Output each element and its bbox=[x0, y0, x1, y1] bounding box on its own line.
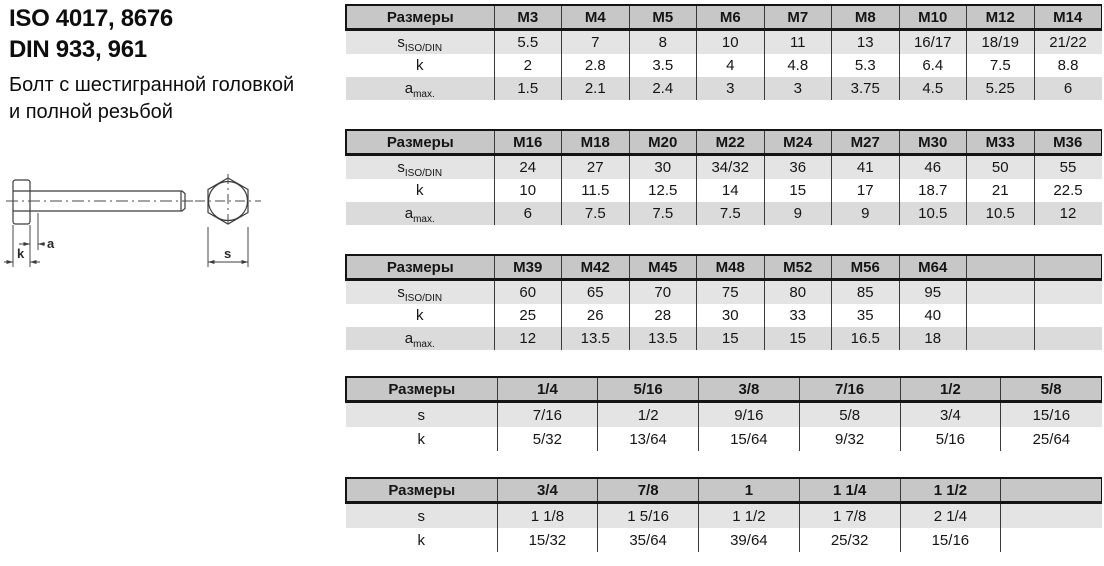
header-size-cell: M3 bbox=[494, 5, 562, 30]
row-label-cell: k bbox=[346, 427, 497, 451]
value-cell: 50 bbox=[967, 155, 1035, 180]
value-cell: 5/8 bbox=[799, 402, 900, 428]
value-cell: 3 bbox=[697, 77, 765, 100]
header-size-cell: M22 bbox=[697, 130, 765, 155]
value-cell: 7.5 bbox=[629, 202, 697, 225]
bolt-side-view bbox=[13, 180, 185, 224]
value-cell: 6 bbox=[494, 202, 562, 225]
value-cell bbox=[1001, 528, 1102, 552]
header-size-cell bbox=[1001, 478, 1102, 503]
value-cell: 4 bbox=[697, 54, 765, 77]
row-label-cell: $a_{max.}$ bbox=[346, 202, 494, 225]
value-cell: 12 bbox=[494, 327, 562, 350]
header-size-cell: 1/4 bbox=[497, 377, 598, 402]
value-cell: 3/4 bbox=[900, 402, 1001, 428]
header-size-cell: 5/16 bbox=[598, 377, 699, 402]
header-size-cell: M42 bbox=[562, 255, 630, 280]
dim-a bbox=[19, 236, 55, 251]
row-label-cell: k bbox=[346, 304, 494, 327]
value-cell: 22.5 bbox=[1034, 179, 1102, 202]
value-cell: 18.7 bbox=[899, 179, 967, 202]
value-cell: 6 bbox=[1034, 77, 1102, 100]
value-cell: 25/32 bbox=[799, 528, 900, 552]
row-label-cell: s bbox=[346, 503, 497, 529]
table-inch-small bbox=[345, 376, 1102, 451]
value-cell: 35/64 bbox=[598, 528, 699, 552]
header-size-cell: M16 bbox=[494, 130, 562, 155]
header-size-cell: 7/8 bbox=[598, 478, 699, 503]
header-size-cell: M52 bbox=[764, 255, 832, 280]
value-cell: 46 bbox=[899, 155, 967, 180]
value-cell: 8.8 bbox=[1034, 54, 1102, 77]
table-header-row bbox=[346, 130, 1102, 155]
value-cell: 11.5 bbox=[562, 179, 630, 202]
value-cell: 95 bbox=[899, 280, 967, 305]
value-cell: 15 bbox=[764, 327, 832, 350]
spec-table bbox=[345, 129, 1102, 225]
header-label-cell: Размеры bbox=[346, 377, 497, 402]
value-cell: 25/64 bbox=[1001, 427, 1102, 451]
value-cell: 7 bbox=[562, 30, 630, 55]
value-cell: 13 bbox=[832, 30, 900, 55]
value-cell bbox=[1034, 327, 1102, 350]
row-label-cell: $a_{max.}$ bbox=[346, 77, 494, 100]
table-row bbox=[346, 179, 1102, 202]
value-cell: 5/16 bbox=[900, 427, 1001, 451]
table-header-row bbox=[346, 5, 1102, 30]
dim-s bbox=[208, 246, 248, 264]
row-label-cell: k bbox=[346, 54, 494, 77]
value-cell: 2 bbox=[494, 54, 562, 77]
value-cell: 80 bbox=[764, 280, 832, 305]
value-cell: 36 bbox=[764, 155, 832, 180]
header-label-cell: Размеры bbox=[346, 130, 494, 155]
standard-iso-title: ISO 4017, 8676 bbox=[9, 5, 173, 32]
value-cell: 12.5 bbox=[629, 179, 697, 202]
row-label-cell: $s_{ISO/DIN}$ bbox=[346, 30, 494, 55]
header-size-cell: M24 bbox=[764, 130, 832, 155]
value-cell: 15 bbox=[764, 179, 832, 202]
dim-k bbox=[4, 246, 40, 264]
header-size-cell: 3/4 bbox=[497, 478, 598, 503]
value-cell: 1 1/2 bbox=[699, 503, 800, 529]
value-cell: 28 bbox=[629, 304, 697, 327]
value-cell: 9/16 bbox=[699, 402, 800, 428]
table-row bbox=[346, 427, 1102, 451]
header-size-cell: M4 bbox=[562, 5, 630, 30]
spec-table bbox=[345, 4, 1102, 100]
value-cell: 60 bbox=[494, 280, 562, 305]
value-cell: 40 bbox=[899, 304, 967, 327]
value-cell: 15/32 bbox=[497, 528, 598, 552]
header-label-cell: Размеры bbox=[346, 478, 497, 503]
value-cell: 4.5 bbox=[899, 77, 967, 100]
value-cell: 8 bbox=[629, 30, 697, 55]
value-cell: 5.25 bbox=[967, 77, 1035, 100]
value-cell: 1 1/8 bbox=[497, 503, 598, 529]
value-cell: 9 bbox=[832, 202, 900, 225]
value-cell: 9 bbox=[764, 202, 832, 225]
header-size-cell: M10 bbox=[899, 5, 967, 30]
value-cell: 7/16 bbox=[497, 402, 598, 428]
header-size-cell: M48 bbox=[697, 255, 765, 280]
value-cell: 13.5 bbox=[629, 327, 697, 350]
value-cell: 26 bbox=[562, 304, 630, 327]
dim-s-label: s bbox=[224, 246, 232, 261]
standard-din-title: DIN 933, 961 bbox=[9, 36, 147, 63]
value-cell bbox=[967, 280, 1035, 305]
row-label-cell: s bbox=[346, 402, 497, 428]
value-cell: 30 bbox=[697, 304, 765, 327]
value-cell: 18 bbox=[899, 327, 967, 350]
value-cell bbox=[1001, 503, 1102, 529]
header-size-cell: 7/16 bbox=[799, 377, 900, 402]
header-size-cell: 1 1/2 bbox=[900, 478, 1001, 503]
header-size-cell: M27 bbox=[832, 130, 900, 155]
header-size-cell: M7 bbox=[764, 5, 832, 30]
value-cell bbox=[967, 304, 1035, 327]
value-cell: 15/64 bbox=[699, 427, 800, 451]
table-row bbox=[346, 54, 1102, 77]
value-cell: 85 bbox=[832, 280, 900, 305]
value-cell: 4.8 bbox=[764, 54, 832, 77]
header-size-cell: M56 bbox=[832, 255, 900, 280]
header-size-cell: M64 bbox=[899, 255, 967, 280]
value-cell: 39/64 bbox=[699, 528, 800, 552]
header-size-cell: 1 1/4 bbox=[799, 478, 900, 503]
bolt-drawing bbox=[0, 158, 280, 298]
row-label-cell: k bbox=[346, 528, 497, 552]
value-cell: 30 bbox=[629, 155, 697, 180]
value-cell: 1.5 bbox=[494, 77, 562, 100]
value-cell: 2 1/4 bbox=[900, 503, 1001, 529]
value-cell: 13.5 bbox=[562, 327, 630, 350]
value-cell: 15/16 bbox=[900, 528, 1001, 552]
value-cell: 17 bbox=[832, 179, 900, 202]
value-cell: 15/16 bbox=[1001, 402, 1102, 428]
row-label-cell: $a_{max.}$ bbox=[346, 327, 494, 350]
table-metric-m16-m36 bbox=[345, 129, 1102, 225]
table-row bbox=[346, 77, 1102, 100]
header-size-cell bbox=[967, 255, 1035, 280]
value-cell: 16.5 bbox=[832, 327, 900, 350]
header-size-cell: M5 bbox=[629, 5, 697, 30]
table-row bbox=[346, 528, 1102, 552]
header-size-cell: M33 bbox=[967, 130, 1035, 155]
header-size-cell: M30 bbox=[899, 130, 967, 155]
row-label-cell: k bbox=[346, 179, 494, 202]
value-cell: 1 5/16 bbox=[598, 503, 699, 529]
value-cell: 10.5 bbox=[967, 202, 1035, 225]
dim-k-label: k bbox=[17, 246, 25, 261]
value-cell: 10 bbox=[697, 30, 765, 55]
header-size-cell: 3/8 bbox=[699, 377, 800, 402]
value-cell: 41 bbox=[832, 155, 900, 180]
value-cell: 65 bbox=[562, 280, 630, 305]
row-label-cell: $s_{ISO/DIN}$ bbox=[346, 280, 494, 305]
value-cell: 14 bbox=[697, 179, 765, 202]
table-metric-m39-m64 bbox=[345, 254, 1102, 350]
value-cell: 15 bbox=[697, 327, 765, 350]
table-row bbox=[346, 304, 1102, 327]
value-cell: 55 bbox=[1034, 155, 1102, 180]
table-row bbox=[346, 327, 1102, 350]
value-cell: 10.5 bbox=[899, 202, 967, 225]
value-cell: 5/32 bbox=[497, 427, 598, 451]
dim-a-label: a bbox=[47, 236, 55, 251]
value-cell: 34/32 bbox=[697, 155, 765, 180]
header-size-cell: M12 bbox=[967, 5, 1035, 30]
header-size-cell: M8 bbox=[832, 5, 900, 30]
value-cell bbox=[1034, 280, 1102, 305]
table-metric-m3-m14 bbox=[345, 4, 1102, 100]
header-label-cell: Размеры bbox=[346, 255, 494, 280]
header-size-cell: 5/8 bbox=[1001, 377, 1102, 402]
value-cell: 5.3 bbox=[832, 54, 900, 77]
value-cell: 7.5 bbox=[967, 54, 1035, 77]
spec-table bbox=[345, 254, 1102, 350]
value-cell: 13/64 bbox=[598, 427, 699, 451]
value-cell: 3.5 bbox=[629, 54, 697, 77]
value-cell: 33 bbox=[764, 304, 832, 327]
table-header-row bbox=[346, 377, 1102, 402]
header-size-cell: M45 bbox=[629, 255, 697, 280]
header-label-cell: Размеры bbox=[346, 5, 494, 30]
table-row bbox=[346, 402, 1102, 428]
value-cell: 35 bbox=[832, 304, 900, 327]
product-name-line-1: Болт с шестигранной головкой bbox=[9, 74, 295, 96]
value-cell: 7.5 bbox=[562, 202, 630, 225]
value-cell: 1 7/8 bbox=[799, 503, 900, 529]
title-block bbox=[9, 3, 294, 126]
value-cell: 18/19 bbox=[967, 30, 1035, 55]
value-cell: 21 bbox=[967, 179, 1035, 202]
value-cell: 24 bbox=[494, 155, 562, 180]
value-cell: 75 bbox=[697, 280, 765, 305]
table-header-row bbox=[346, 478, 1102, 503]
header-size-cell: M20 bbox=[629, 130, 697, 155]
value-cell: 12 bbox=[1034, 202, 1102, 225]
value-cell: 2.8 bbox=[562, 54, 630, 77]
value-cell: 5.5 bbox=[494, 30, 562, 55]
value-cell: 3.75 bbox=[832, 77, 900, 100]
table-row bbox=[346, 280, 1102, 305]
value-cell: 1/2 bbox=[598, 402, 699, 428]
bolt-head-outline bbox=[13, 180, 30, 224]
header-size-cell: 1/2 bbox=[900, 377, 1001, 402]
header-size-cell: 1 bbox=[699, 478, 800, 503]
table-row bbox=[346, 155, 1102, 180]
table-row bbox=[346, 202, 1102, 225]
header-size-cell: M14 bbox=[1034, 5, 1102, 30]
header-size-cell: M39 bbox=[494, 255, 562, 280]
value-cell: 9/32 bbox=[799, 427, 900, 451]
value-cell: 2.1 bbox=[562, 77, 630, 100]
table-inch-large bbox=[345, 477, 1102, 552]
value-cell bbox=[1034, 304, 1102, 327]
value-cell: 2.4 bbox=[629, 77, 697, 100]
spec-table bbox=[345, 376, 1102, 451]
value-cell: 7.5 bbox=[697, 202, 765, 225]
header-size-cell: M6 bbox=[697, 5, 765, 30]
value-cell bbox=[967, 327, 1035, 350]
table-row bbox=[346, 30, 1102, 55]
table-header-row bbox=[346, 255, 1102, 280]
value-cell: 25 bbox=[494, 304, 562, 327]
value-cell: 11 bbox=[764, 30, 832, 55]
spec-table bbox=[345, 477, 1102, 552]
value-cell: 16/17 bbox=[899, 30, 967, 55]
value-cell: 3 bbox=[764, 77, 832, 100]
row-label-cell: $s_{ISO/DIN}$ bbox=[346, 155, 494, 180]
value-cell: 10 bbox=[494, 179, 562, 202]
value-cell: 6.4 bbox=[899, 54, 967, 77]
value-cell: 70 bbox=[629, 280, 697, 305]
value-cell: 27 bbox=[562, 155, 630, 180]
value-cell: 21/22 bbox=[1034, 30, 1102, 55]
header-size-cell bbox=[1034, 255, 1102, 280]
table-row bbox=[346, 503, 1102, 529]
header-size-cell: M36 bbox=[1034, 130, 1102, 155]
header-size-cell: M18 bbox=[562, 130, 630, 155]
product-name-line-2: и полной резьбой bbox=[9, 101, 173, 123]
